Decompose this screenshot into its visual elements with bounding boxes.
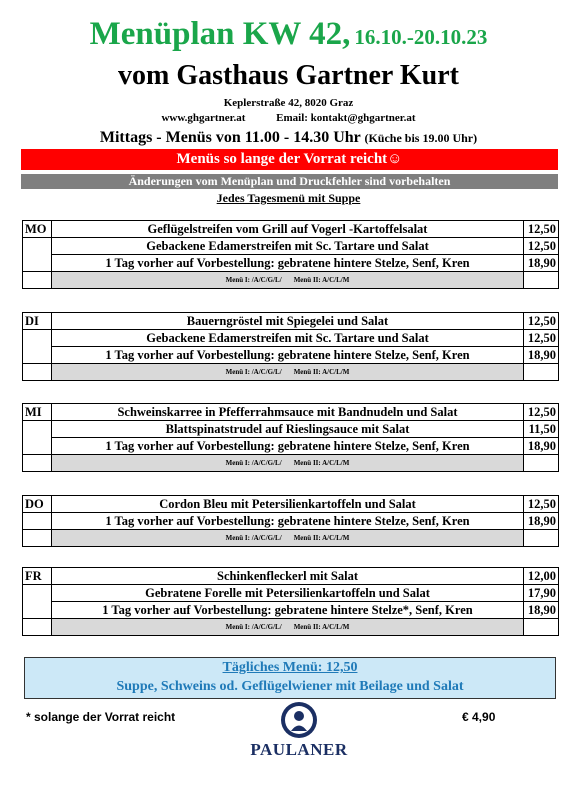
allergen-menu2: Menü II: A/C/L/M bbox=[293, 459, 350, 467]
dish-price: 12,50 bbox=[524, 496, 559, 513]
allergen-menu1: Menü I: /A/C/G/L/ bbox=[225, 368, 282, 376]
table-row bbox=[23, 238, 559, 255]
dish-price: 11,50 bbox=[524, 421, 559, 438]
dish-price: 18,90 bbox=[524, 513, 559, 530]
table-row bbox=[23, 347, 559, 364]
table-row bbox=[23, 421, 559, 438]
dish-price: 18,90 bbox=[524, 602, 559, 619]
dish-name: 1 Tag vorher auf Vorbestellung: gebratene hintere Stelze*, Senf, Kren bbox=[52, 602, 524, 619]
table-row bbox=[23, 619, 559, 636]
allergen-info bbox=[52, 272, 524, 289]
table-row bbox=[23, 313, 559, 330]
dish-price: 12,50 bbox=[524, 238, 559, 255]
table-row bbox=[23, 221, 559, 238]
empty-cell bbox=[23, 530, 52, 547]
day-block-fr bbox=[22, 567, 559, 636]
empty-cell bbox=[23, 455, 52, 472]
day-block-mo bbox=[22, 220, 559, 289]
contact-line bbox=[0, 112, 577, 124]
day-code: DO bbox=[23, 496, 52, 513]
dish-name: Bauerngröstel mit Spiegelei und Salat bbox=[52, 313, 524, 330]
dish-name: Geflügelstreifen vom Grill auf Vogerl -Kartoffelsalat bbox=[52, 221, 524, 238]
dish-price: 18,90 bbox=[524, 347, 559, 364]
empty-cell bbox=[524, 364, 559, 381]
footnote-price: € 4,90 bbox=[462, 710, 496, 724]
restaurant-name: vom Gasthaus Gartner Kurt bbox=[118, 60, 459, 91]
dish-name: Gebackene Edamerstreifen mit Sc. Tartare und Salat bbox=[52, 330, 524, 347]
empty-cell bbox=[23, 602, 52, 619]
table-row bbox=[23, 364, 559, 381]
page-title bbox=[0, 16, 577, 53]
table-row bbox=[23, 513, 559, 530]
day-code: DI bbox=[23, 313, 52, 330]
allergen-menu1: Menü I: /A/C/G/L/ bbox=[225, 623, 282, 631]
allergen-menu2: Menü II: A/C/L/M bbox=[293, 534, 350, 542]
empty-cell bbox=[23, 585, 52, 602]
allergen-menu2: Menü II: A/C/L/M bbox=[293, 276, 350, 284]
allergen-info bbox=[52, 455, 524, 472]
empty-cell bbox=[23, 238, 52, 255]
dish-price: 12,00 bbox=[524, 568, 559, 585]
day-code: FR bbox=[23, 568, 52, 585]
day-block-do bbox=[22, 495, 559, 547]
hours-kitchen: (Küche bis 19.00 Uhr) bbox=[364, 131, 478, 145]
day-table bbox=[22, 403, 559, 472]
table-row bbox=[23, 496, 559, 513]
dish-name: Gebackene Edamerstreifen mit Sc. Tartare und Salat bbox=[52, 238, 524, 255]
table-row bbox=[23, 568, 559, 585]
day-block-di bbox=[22, 312, 559, 381]
opening-hours bbox=[0, 129, 577, 147]
allergen-menu1: Menü I: /A/C/G/L/ bbox=[225, 459, 282, 467]
day-block-mi bbox=[22, 403, 559, 472]
logo-text: PAULANER bbox=[250, 740, 348, 759]
empty-cell bbox=[23, 438, 52, 455]
dish-price: 18,90 bbox=[524, 255, 559, 272]
empty-cell bbox=[23, 364, 52, 381]
email-link[interactable]: Email: kontakt@ghgartner.at bbox=[276, 112, 416, 124]
empty-cell bbox=[524, 272, 559, 289]
dish-name: Schinkenfleckerl mit Salat bbox=[52, 568, 524, 585]
day-code: MI bbox=[23, 404, 52, 421]
table-row bbox=[23, 272, 559, 289]
table-row bbox=[23, 455, 559, 472]
empty-cell bbox=[23, 513, 52, 530]
day-table bbox=[22, 220, 559, 289]
dish-name: Schweinskarree in Pfefferrahmsauce mit Bandnudeln und Salat bbox=[52, 404, 524, 421]
empty-cell bbox=[23, 347, 52, 364]
dish-price: 12,50 bbox=[524, 404, 559, 421]
footnote: * solange der Vorrat reicht bbox=[26, 710, 176, 724]
day-table bbox=[22, 567, 559, 636]
hours-main: Mittags - Menüs von 11.00 - 14.30 Uhr bbox=[99, 129, 361, 146]
empty-cell bbox=[23, 330, 52, 347]
allergen-info bbox=[52, 530, 524, 547]
title-main: Menüplan KW 42, bbox=[89, 16, 351, 52]
table-row bbox=[23, 330, 559, 347]
day-table bbox=[22, 312, 559, 381]
dish-name: 1 Tag vorher auf Vorbestellung: gebratene hintere Stelze, Senf, Kren bbox=[52, 255, 524, 272]
red-banner: Menüs so lange der Vorrat reicht☺ bbox=[21, 149, 558, 170]
table-row bbox=[23, 438, 559, 455]
soup-note: Jedes Tagesmenü mit Suppe bbox=[216, 191, 361, 205]
dish-name: Cordon Bleu mit Petersilienkartoffeln und Salat bbox=[52, 496, 524, 513]
daily-menu-text: Suppe, Schweins od. Geflügelwiener mit Beilage und Salat bbox=[116, 679, 464, 694]
dish-price: 18,90 bbox=[524, 438, 559, 455]
dish-name: 1 Tag vorher auf Vorbestellung: gebratene hintere Stelze, Senf, Kren bbox=[52, 347, 524, 364]
allergen-info bbox=[52, 364, 524, 381]
address: Keplerstraße 42, 8020 Graz bbox=[223, 97, 354, 109]
dish-price: 12,50 bbox=[524, 330, 559, 347]
dish-name: Blattspinatstrudel auf Rieslingsauce mit Salat bbox=[52, 421, 524, 438]
table-row bbox=[23, 602, 559, 619]
dish-price: 12,50 bbox=[524, 221, 559, 238]
allergen-menu1: Menü I: /A/C/G/L/ bbox=[225, 534, 282, 542]
table-row bbox=[23, 585, 559, 602]
empty-cell bbox=[23, 272, 52, 289]
dish-price: 17,90 bbox=[524, 585, 559, 602]
empty-cell bbox=[23, 255, 52, 272]
table-row bbox=[23, 255, 559, 272]
dish-name: 1 Tag vorher auf Vorbestellung: gebratene hintere Stelze, Senf, Kren bbox=[52, 513, 524, 530]
dish-price: 12,50 bbox=[524, 313, 559, 330]
daily-menu-title: Tägliches Menü: 12,50 bbox=[222, 660, 358, 675]
title-dates: 16.10.-20.10.23 bbox=[354, 25, 488, 49]
dish-name: Gebratene Forelle mit Petersilienkartoffeln und Salat bbox=[52, 585, 524, 602]
website-link[interactable]: www.ghgartner.at bbox=[161, 112, 246, 124]
allergen-menu1: Menü I: /A/C/G/L/ bbox=[225, 276, 282, 284]
day-code: MO bbox=[23, 221, 52, 238]
allergen-menu2: Menü II: A/C/L/M bbox=[293, 368, 350, 376]
table-row bbox=[23, 530, 559, 547]
day-table bbox=[22, 495, 559, 547]
table-row bbox=[23, 404, 559, 421]
empty-cell bbox=[524, 455, 559, 472]
logo-figure-head bbox=[294, 711, 304, 721]
empty-cell bbox=[524, 619, 559, 636]
empty-cell bbox=[23, 619, 52, 636]
gray-banner: Änderungen vom Menüplan und Druckfehler sind vorbehalten bbox=[21, 174, 558, 189]
dish-name: 1 Tag vorher auf Vorbestellung: gebratene hintere Stelze, Senf, Kren bbox=[52, 438, 524, 455]
daily-menu-box bbox=[24, 657, 556, 699]
allergen-info bbox=[52, 619, 524, 636]
allergen-menu2: Menü II: A/C/L/M bbox=[293, 623, 350, 631]
empty-cell bbox=[23, 421, 52, 438]
empty-cell bbox=[524, 530, 559, 547]
